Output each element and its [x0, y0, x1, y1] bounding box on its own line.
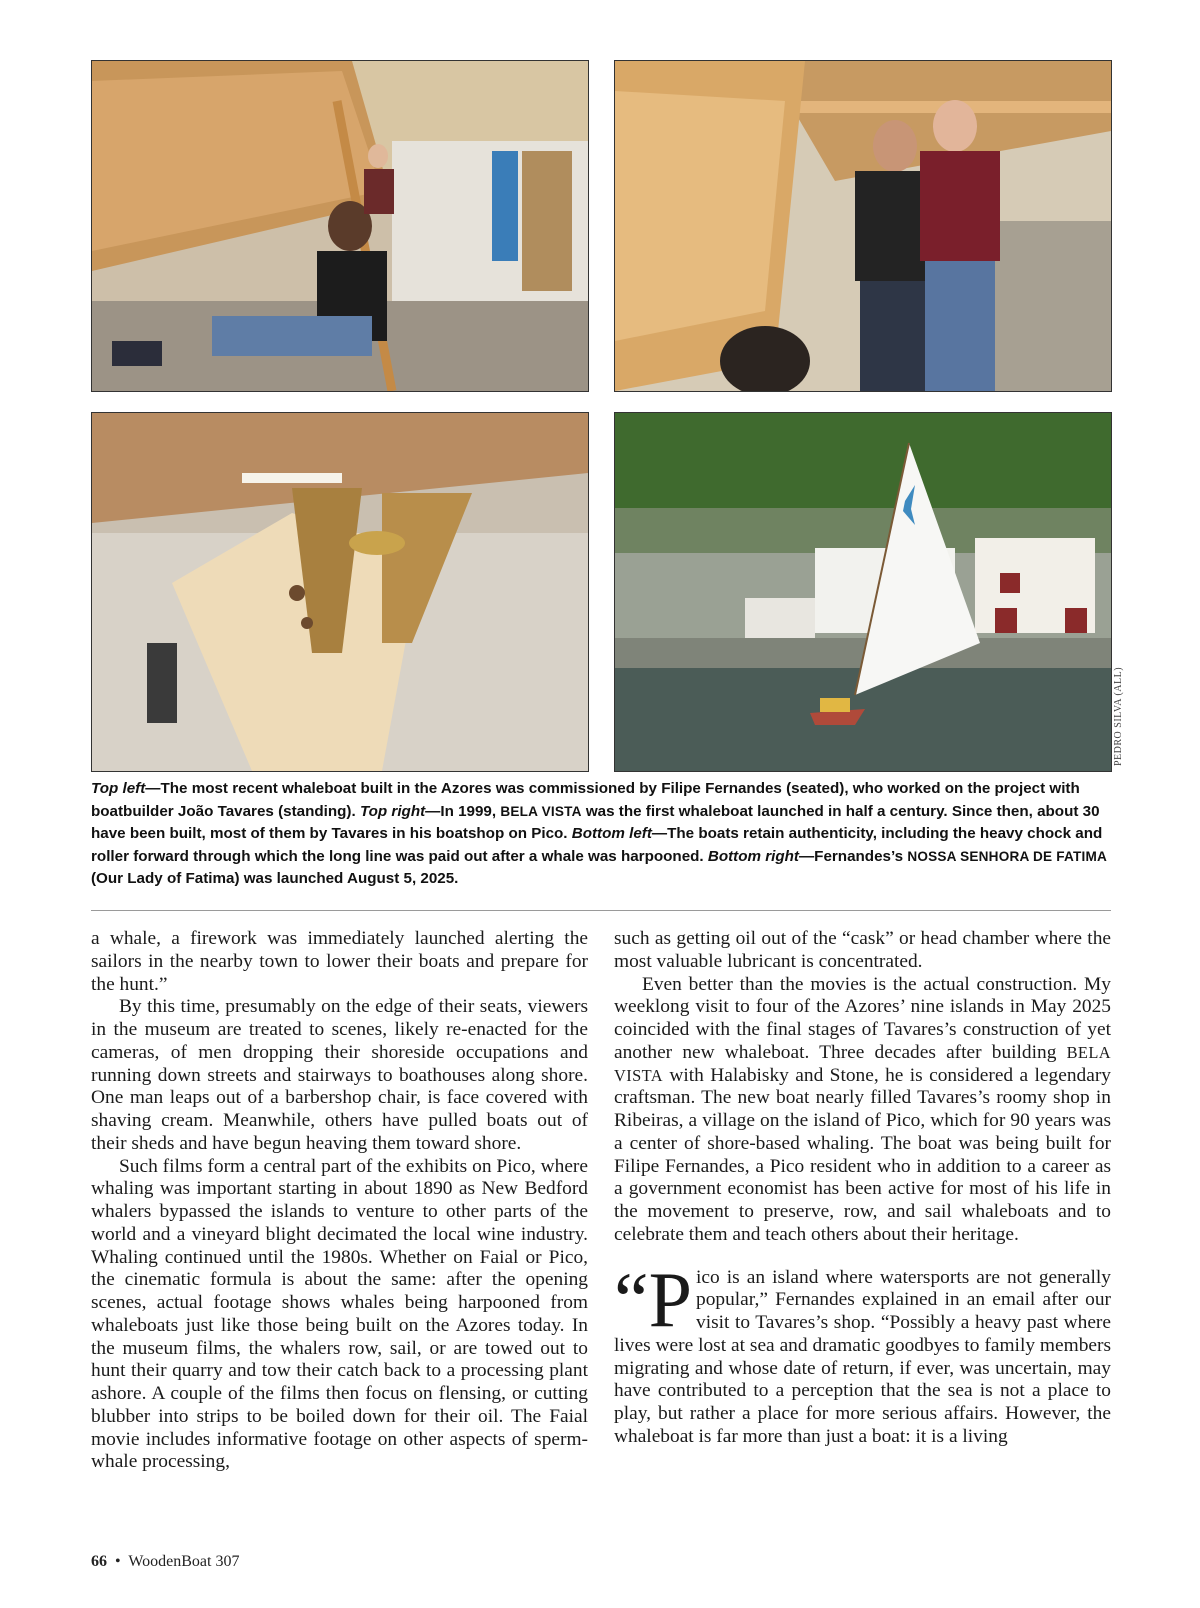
article-paragraph: Such films form a central part of the exhibits on Pico, where whaling was important starting in about 1890 as New Bedford whalers bypassed the islands to venture to other parts of the world and a vineyard blight decimated the local wine industry. Whaling continued until the 1980s. Whether on Faial or Pico, the cinematic formula is about the same: after the opening scenes, actual footage shows whales being harpooned from whaleboats just like those being built on the Azores today. In the museum films, the whalers row, sail, or are towed out to hunt their quarry and tow their catch back to a processing plant ashore. A couple of the films then focus on flensing, or cutting blubber into strips to be boiled down for their oil. The Faial movie includes informative footage on other aspects of sperm-whale processing,: [91, 1155, 588, 1473]
caption-label-bottom-right: Bottom right: [707, 847, 799, 865]
article-paragraph: a whale, a firework was immediately launched alerting the sailors in the nearby town to lower their boats and prepare for the hunt.”: [91, 928, 588, 995]
caption-text-bottom-left: —The boats retain authenticity, including the heavy chock and roller forward through which the long line was paid out after a whale was harpooned.: [91, 825, 1103, 865]
caption-text-bottom-right-b: (Our Lady of Fatima) was launched August 5, 2025.: [91, 870, 459, 888]
caption-text-bottom-right-a: —Fernandes’s: [798, 847, 908, 865]
photo-bottom-left: [91, 412, 589, 772]
boat-name-bela-vista: BELA VISTA: [614, 1042, 1111, 1085]
article-paragraph-dropcap: [614, 1255, 1111, 1449]
workshop-hull-illustration: [92, 61, 588, 391]
footer-separator: •: [115, 1553, 121, 1570]
photo-top-right: [614, 60, 1112, 392]
photo-credit: PEDRO SILVA (ALL): [1113, 666, 1124, 766]
photo-caption: [91, 778, 1111, 891]
caption-text-top-right-a: —In 1999,: [425, 802, 501, 820]
drop-cap-quote: “: [614, 1255, 649, 1343]
bow-chock-illustration: [92, 413, 588, 771]
drop-cap-letter: P: [648, 1255, 693, 1343]
article-text: Even better than the movies is the actual construction. My weeklong visit to four of the Azores’ nine islands in May 2025 coincided with the final stages of Tavares’s construction of yet another new whaleboat. Three decades after building: [614, 973, 1111, 1063]
caption-text-top-right-b: was the first whaleboat launched in half a century. Since then, about 30 have been built, most of them by Tavares in his boatshop on Pico.: [91, 802, 1100, 843]
article-paragraph: [614, 974, 1111, 1247]
page-footer: [91, 1553, 239, 1571]
caption-boat-name-nossa-senhora: NOSSA SENHORA DE FATIMA: [907, 848, 1108, 864]
publication-name: WoodenBoat 307: [128, 1553, 240, 1570]
caption-label-top-right: Top right: [359, 802, 426, 820]
article-paragraph: By this time, presumably on the edge of their seats, viewers in the museum are treated to scenes, likely re-enacted for the cameras, of men dropping their shoreside occupations and running down streets and stairways to boathouses along shore. One man leaps out of a barbershop chair, is face covered with shaving cream. Meanwhile, others have pulled boats out of their sheds and have begun heaving them toward shore.: [91, 996, 588, 1154]
two-builders-illustration: [615, 61, 1111, 391]
drop-cap: [614, 1255, 693, 1343]
caption-text-top-left: —The most recent whaleboat built in the Azores was commissioned by Filipe Fernandes (seated), who worked on the project with boatbuilder João Tavares (standing).: [91, 780, 1080, 820]
article-column-right: [614, 928, 1111, 1449]
sailing-whaleboat-illustration: [615, 413, 1111, 771]
photo-top-left: [91, 60, 589, 392]
page-number: 66: [91, 1553, 107, 1570]
caption-divider: [91, 910, 1111, 911]
caption-boat-name-bela-vista: BELA VISTA: [500, 803, 582, 819]
article-paragraph: such as getting oil out of the “cask” or head chamber where the most valuable lubricant is concentrated.: [614, 928, 1111, 972]
article-text: ico is an island where watersports are not generally popular,” Fernandes explained in an email after our visit to Tavares’s shop. “Possibly a heavy past where lives were lost at sea and dramatic goodbyes to family members migrating and whose date of return, if ever, was uncertain, may have contributed to a perception that the sea is not a place to play, but rather a place for more serious affairs. However, the whaleboat is far more than just a boat: it is a living: [614, 1266, 1111, 1447]
article-text: with Halabisky and Stone, he is considered a legendary craftsman. The new boat nearly filled Tavares’s roomy shop in Ribeiras, a village on the island of Pico, which for 90 years was a center of shore-based whaling. The boat was being built for Filipe Fernandes, a Pico resident who in addition to a career as a government economist has been active for most of his life in the movement to preserve, row, and sail whaleboats and to celebrate them and teach others about their heritage.: [614, 1064, 1111, 1245]
caption-label-top-left: Top left: [91, 780, 146, 797]
caption-label-bottom-left: Bottom left: [571, 825, 652, 843]
article-column-left: [91, 928, 588, 1474]
photo-bottom-right: [614, 412, 1112, 772]
